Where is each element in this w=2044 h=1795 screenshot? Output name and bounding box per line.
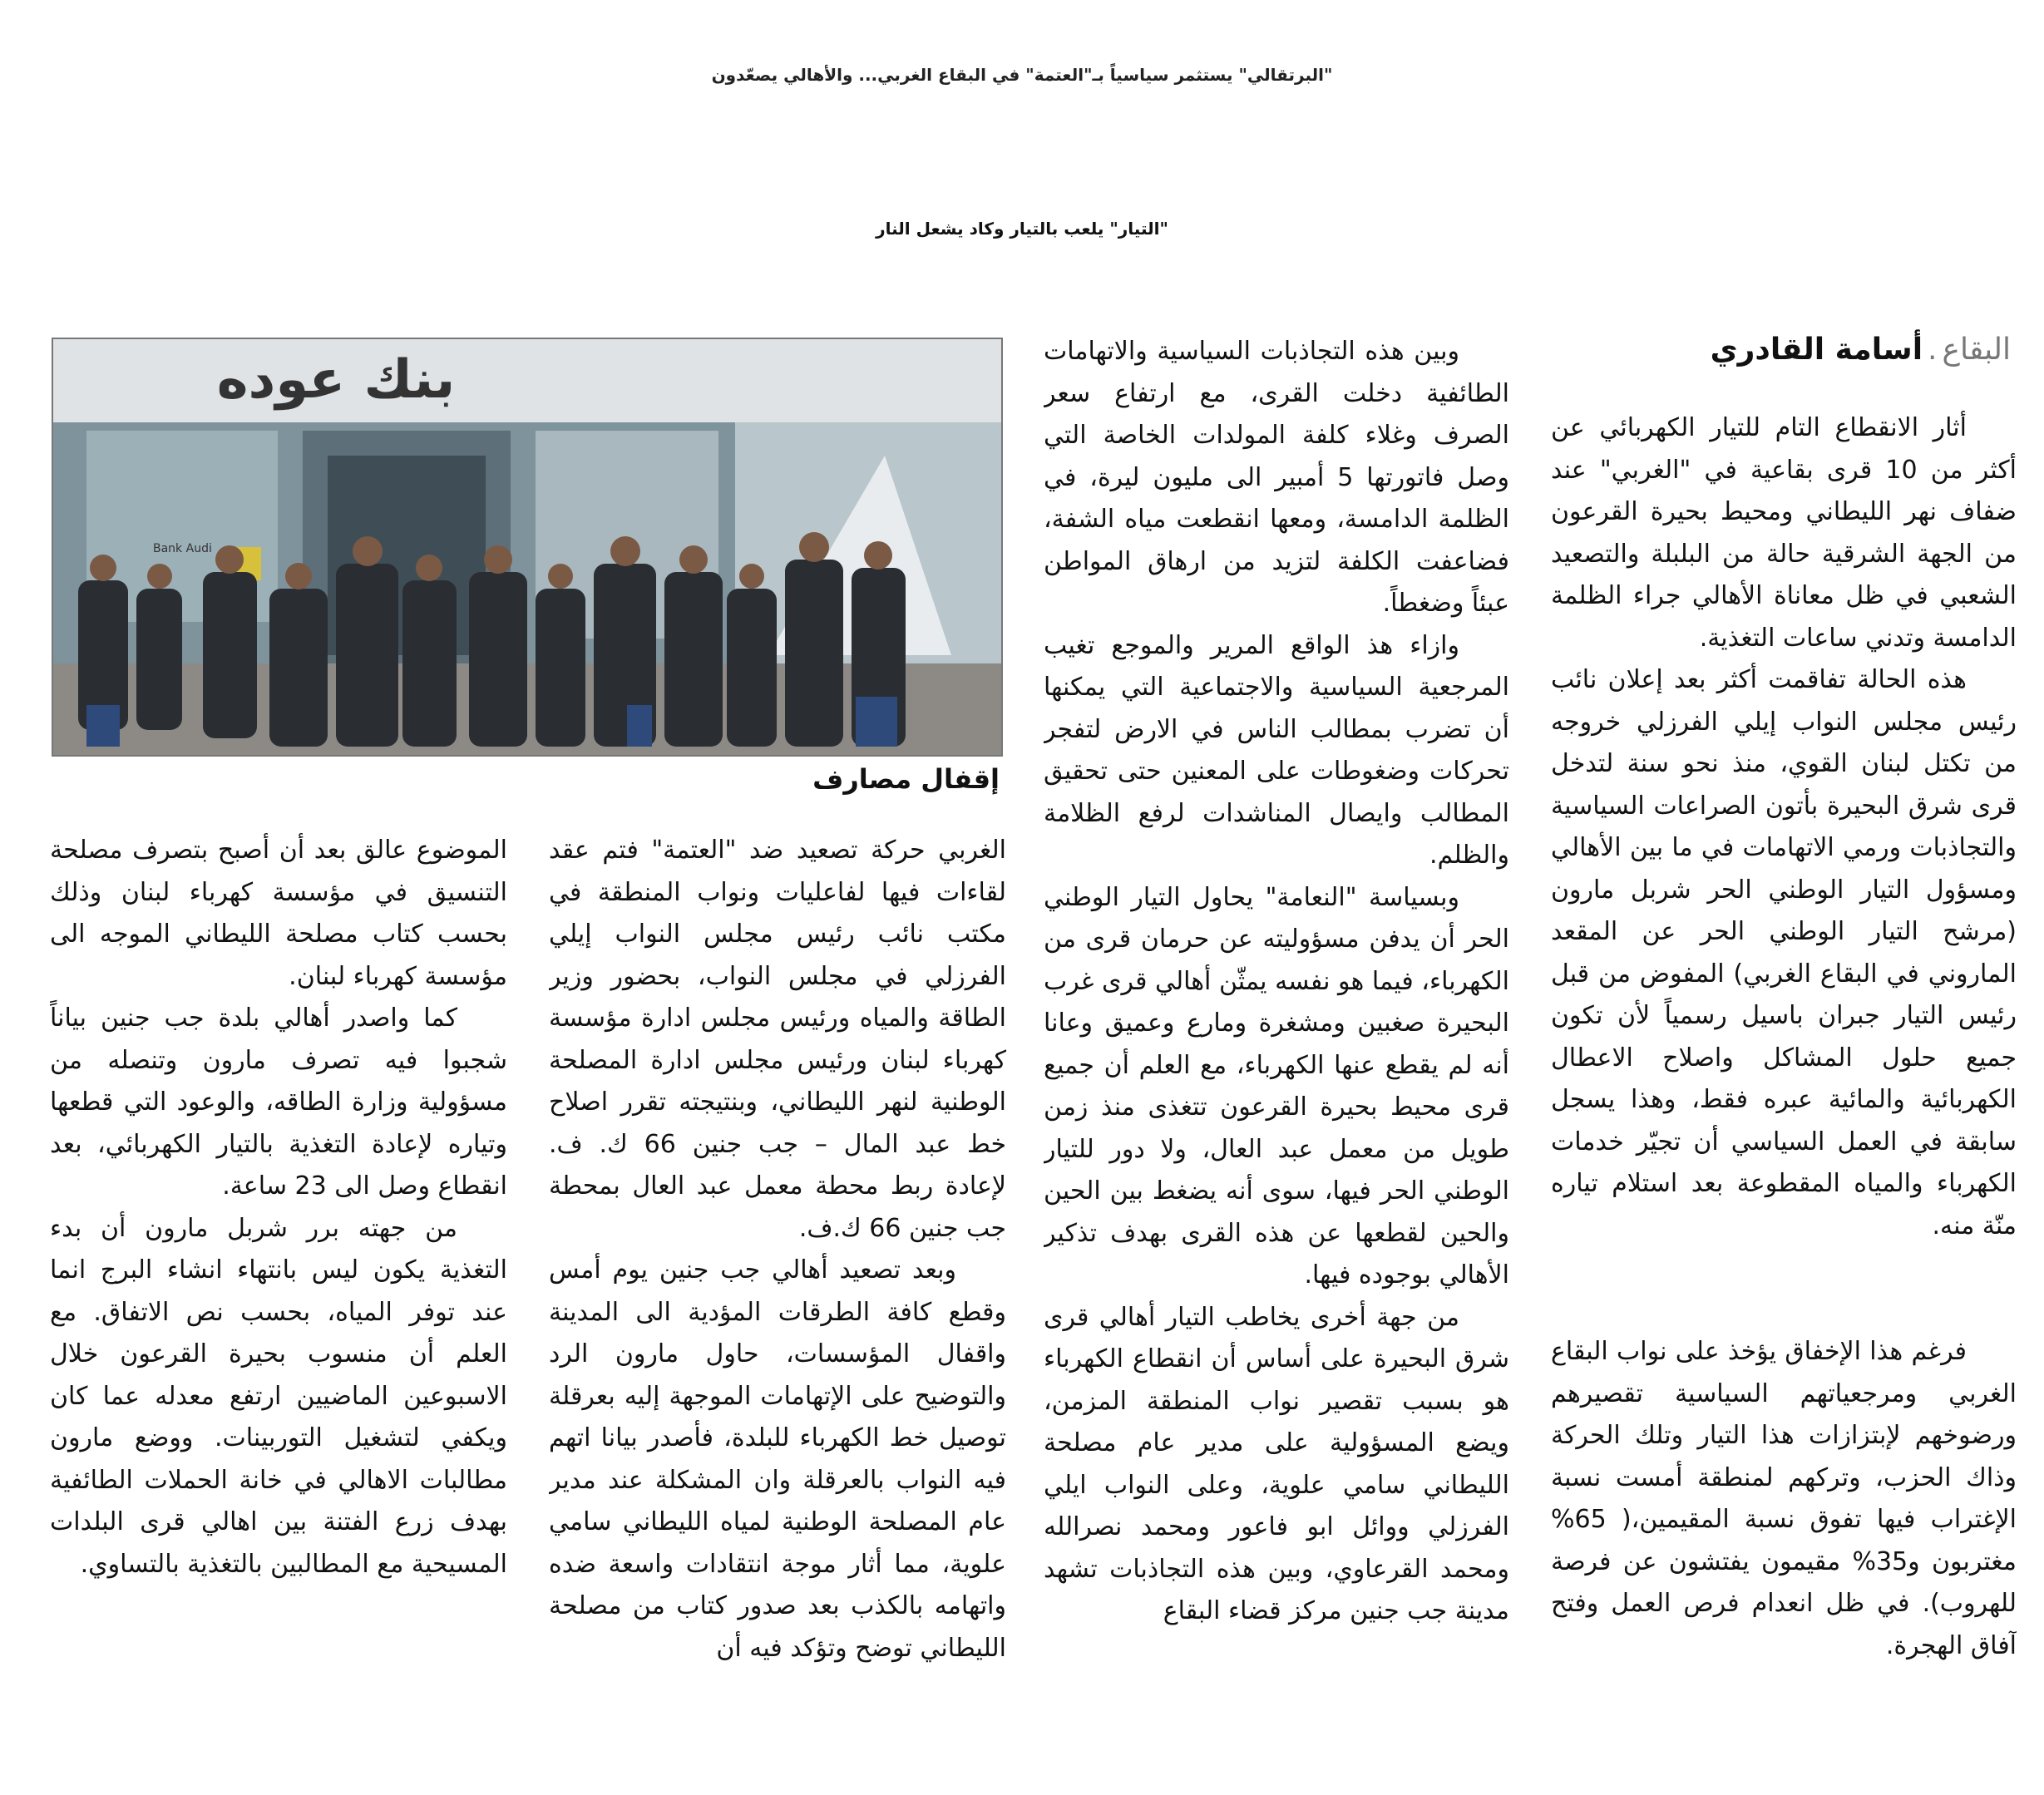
kicker-headline: "البرتقالي" يستثمر سياسياً بـ"العتمة" في البقاع الغربي... والأهالي يصعّدون <box>711 65 1333 85</box>
article-column-1 <box>1551 407 2017 1771</box>
bank-sign-text: بنك عوده <box>216 349 456 411</box>
paragraph: الغربي حركة تصعيد ضد "العتمة" فتم عقد لقاءات فيها لفاعليات ونواب المنطقة في مكتب نائب رئيس مجلس النواب إيلي الفرزلي في مجلس النواب، بحضور وزير الطاقة والمياه ورئيس مجلس ادارة مؤسسة كهرباء لبنان ورئيس مجلس ادارة المصلحة الوطنية لنهر الليطاني، وبنتيجته تقرر اصلاح خط عبد المال – جب جنين 66 ك. ف. لإعادة ربط محطة معمل عبد العال بمحطة جب جنين 66 ك.ف. <box>549 836 1006 1243</box>
paragraph: من جهة أخرى يخاطب التيار أهالي قرى شرق البحيرة على أساس أن انقطاع الكهرباء هو بسبب تقصير نواب المنطقة المزمن، ويضع المسؤولية على مدير عام مصلحة الليطاني سامي علوية، وعلى النواب ايلي الفرزلي ووائل ابو فاعور ومحمد نصرالله ومحمد القرعاوي، وبين هذه التجاذبات تشهد مدينة جب جنين مركز قضاء البقاع <box>1044 1302 1509 1625</box>
news-photo <box>52 338 1003 757</box>
paragraph: هذه الحالة تفاقمت أكثر بعد إعلان نائب رئيس مجلس النواب إيلي الفرزلي خروجه من تكتل لبنان القوي، منذ نحو سنة لتدخل قرى شرق البحيرة بأتون الصراعات السياسية والتجاذبات ورمي الاتهامات في ما بين الأهالي ومسؤول التيار الوطني الحر شربل مارون (مرشح التيار الوطني الحر عن المقعد الماروني في البقاع الغربي) المفوض من قبل رئيس التيار جبران باسيل رسمياً لأن تكون جميع حلول المشاكل واصلاح الاعطال الكهربائية والمائية عبره فقط، وهذا يسجل سابقة في العمل السياسي أن تجيّر خدمات الكهرباء والمياه المقطوعة بعد استلام تياره منّة منه. <box>1551 665 2017 1240</box>
article-column-4 <box>50 830 507 1771</box>
paragraph: وبعد تصعيد أهالي جب جنين يوم أمس وقطع كافة الطرقات المؤدية الى المدينة واقفال المؤسسات، حاول مارون الرد والتوضيح على الإتهامات الموجهة إليه بعرقلة توصيل خط الكهرباء للبلدة، فأصدر بيانا اتهم فيه النواب بالعرقلة وان المشكلة عند مدير عام المصلحة الوطنية لمياه الليطاني سامي علوية، مما أثار موجة انتقادات واسعة ضده واتهامه بالكذب بعد صدور كتاب من مصلحة الليطاني توضح وتؤكد فيه أن <box>549 1255 1006 1663</box>
article-column-2 <box>1044 331 1509 1771</box>
byline-location: البقاع <box>1942 333 2011 367</box>
paragraph: وبين هذه التجاذبات السياسية والاتهامات الطائفية دخلت القرى، مع ارتفاع سعر الصرف وغلاء كلفة المولدات الخاصة التي وصل فاتورتها 5 أمبير الى مليون ليرة، في الظلمة الدامسة، ومعها انقطعت مياه الشفة، فضاعفت الكلفة لتزيد من ارهاق المواطن عبئاً وضغطاً. <box>1044 337 1509 618</box>
paragraph: كما واصدر أهالي بلدة جب جنين بياناً شجبوا فيه تصرف مارون وتنصله من مسؤولية وزارة الطاقه، والوعود التي قطعها وتياره لإعادة التغذية بالتيار الكهربائي، بعد انقطاع وصل الى 23 ساعة. <box>50 1004 507 1201</box>
main-headline: "التيار" يلعب بالتيار وكاد يشعل النار <box>876 219 1168 239</box>
paragraph: فرغم هذا الإخفاق يؤخذ على نواب البقاع الغربي ومرجعياتهم السياسية تقصيرهم ورضوخهم لإبتزازات هذا التيار وتلك الحركة وذاك الحزب، وتركهم لمنطقة أمست نسبة الإغتراب فيها تفوق نسبة المقيمين،( 65% مغتربون و35% مقيمون يفتشون عن فرصة للهروب). في ظل انعدام فرص العمل وفتح آفاق الهجرة. <box>1551 1337 2017 1660</box>
paragraph: الموضوع عالق بعد أن أصبح بتصرف مصلحة التنسيق في مؤسسة كهرباء لبنان وذلك بحسب كتاب مصلحة الليطاني الموجه الى مؤسسة كهرباء لبنان. <box>50 836 507 991</box>
bank-crowd-image <box>53 339 1001 755</box>
byline-separator: . <box>1928 333 1938 367</box>
paragraph: من جهته برر شربل مارون أن بدء التغذية يكون ليس بانتهاء انشاء البرج انما عند توفر المياه، بحسب نص الاتفاق. مع العلم أن منسوب بحيرة القرعون خلال الاسبوعين الماضيين ارتفع معدله عما كان ويكفي لتشغيل التوربينات. ووضع مارون مطالبات الاهالي في خانة الحملات الطائفية بهدف زرع الفتنة بين اهالي قرى البلدات المسيحية مع المطالبين بالتغذية بالتساوي. <box>50 1213 507 1579</box>
byline-author: أسامة القادري <box>1710 333 1923 367</box>
photo-caption: إقفال مصارف <box>812 763 1000 795</box>
bank-sign-text-latin: Bank Audi <box>153 542 212 555</box>
byline <box>1686 328 2011 372</box>
paragraph: أثار الانقطاع التام للتيار الكهربائي عن أكثر من 10 قرى بقاعية في "الغربي" عند ضفاف نهر الليطاني ومحيط بحيرة القرعون من الجهة الشرقية حالة من البلبلة والتصعيد الشعبي في ظل معاناة الأهالي جراء الظلمة الدامسة وتدني ساعات التغذية. <box>1551 413 2017 653</box>
paragraph: وبسياسة "النعامة" يحاول التيار الوطني الحر أن يدفن مسؤوليته عن حرمان قرى من الكهرباء، فيما هو نفسه يمثّن أهالي قرى غرب البحيرة صغبين ومشغرة ومارع وعميق وعانا أنه لم يقطع عنها الكهرباء، مع العلم أن جميع قرى محيط بحيرة القرعون تتغذى منذ زمن طويل من معمل عبد العال، ولا دور للتيار الوطني الحر فيها، سوى أنه يضغط بين الحين والحين لقطعها عن هذه القرى بهدف تذكير الأهالي بوجوده فيها. <box>1044 882 1509 1290</box>
paragraph: وازاء هذ الواقع المرير والموجع تغيب المرجعية السياسية والاجتماعية التي يمكنها أن تضرب بمطالب الناس في الارض لتفجر تحركات وضغوطات على المعنين حتى تحقيق المطالب وايصال المناشدات لرفع الظلامة والظلم. <box>1044 630 1509 870</box>
article-column-3 <box>549 830 1006 1771</box>
